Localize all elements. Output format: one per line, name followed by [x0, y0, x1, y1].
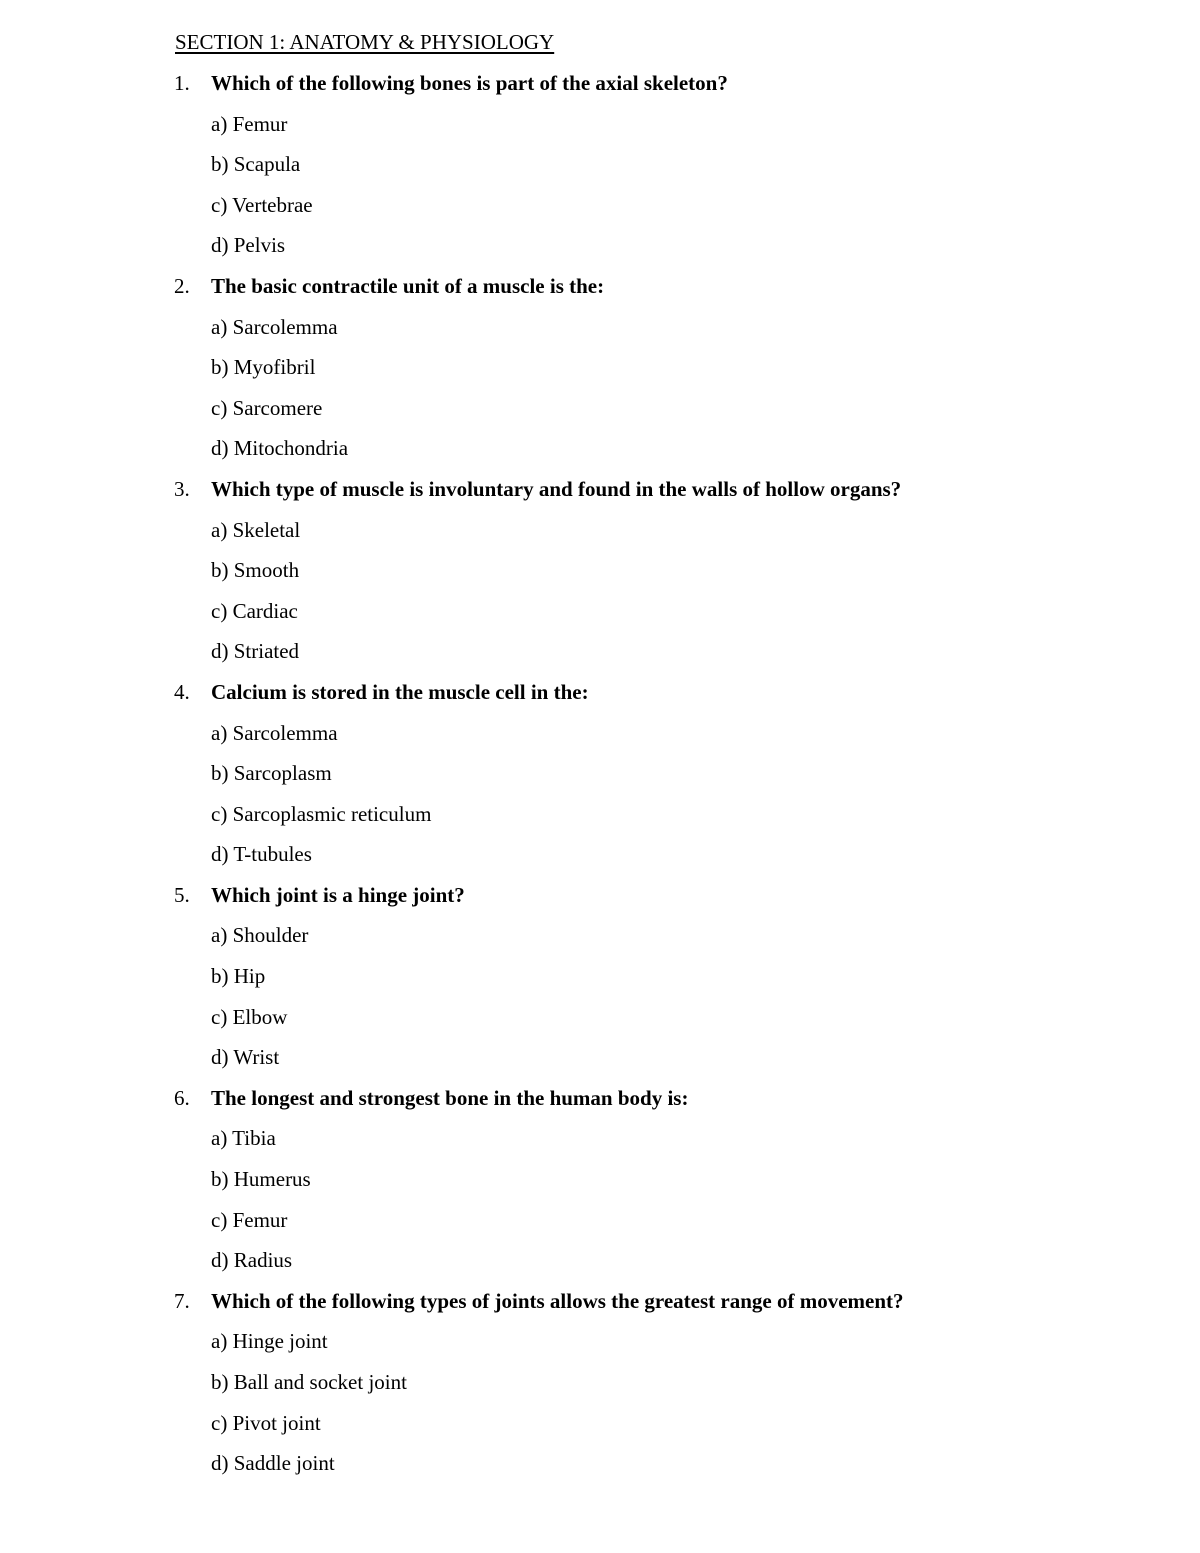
question-5: [0, 881, 1200, 1084]
question-7: [0, 1287, 1200, 1490]
answer-option: [0, 597, 1200, 638]
answer-option-text: d) Saddle joint: [211, 1451, 335, 1476]
answer-option: [0, 231, 1200, 272]
answer-option-text: c) Elbow: [211, 1004, 288, 1029]
answer-option: [0, 1124, 1200, 1165]
question-stem: [0, 1287, 1200, 1328]
section-title-text: SECTION 1: ANATOMY & PHYSIOLOGY: [175, 30, 555, 54]
question-stem: [0, 881, 1200, 922]
answer-option: [0, 516, 1200, 557]
answer-option: [0, 556, 1200, 597]
answer-option: [0, 1327, 1200, 1368]
question-4: [0, 678, 1200, 881]
answer-option: [0, 1246, 1200, 1287]
answer-option-text: a) Skeletal: [211, 517, 301, 542]
answer-option-text: b) Hip: [211, 964, 266, 989]
answer-option-text: b) Myofibril: [211, 355, 316, 380]
question-number: 2.: [174, 273, 190, 298]
answer-option-text: b) Sarcoplasm: [211, 761, 332, 786]
question-number: 5.: [174, 882, 190, 907]
answer-option-text: d) Pelvis: [211, 233, 286, 258]
answer-option-text: c) Femur: [211, 1207, 288, 1232]
answer-option: [0, 1449, 1200, 1490]
question-stem: [0, 475, 1200, 516]
question-2: [0, 272, 1200, 475]
answer-option: [0, 840, 1200, 881]
answer-option-text: a) Femur: [211, 111, 288, 136]
section-title: [142, 28, 554, 56]
answer-option-text: d) Radius: [211, 1248, 293, 1273]
answer-option-text: a) Shoulder: [211, 923, 309, 948]
answer-option: [0, 1165, 1200, 1206]
answer-option-text: d) Wrist: [211, 1045, 280, 1070]
answer-option-text: b) Scapula: [211, 152, 301, 177]
answer-option-text: c) Pivot joint: [211, 1410, 321, 1435]
question-text: The basic contractile unit of a muscle is the:: [211, 273, 605, 298]
question-number: 7.: [174, 1288, 190, 1313]
question-number: 6.: [174, 1085, 190, 1110]
question-text: Which joint is a hinge joint?: [211, 882, 465, 907]
question-3: [0, 475, 1200, 678]
answer-option: [0, 191, 1200, 232]
question-stem: [0, 1084, 1200, 1125]
question-stem: [0, 272, 1200, 313]
answer-option: [0, 1368, 1200, 1409]
answer-option: [0, 313, 1200, 354]
answer-option-text: c) Sarcomere: [211, 395, 323, 420]
answer-option: [0, 1043, 1200, 1084]
question-number: 3.: [174, 476, 190, 501]
question-text: Which type of muscle is involuntary and found in the walls of hollow organs?: [211, 476, 902, 501]
answer-option-text: d) T-tubules: [211, 842, 312, 867]
question-stem: [0, 69, 1200, 110]
answer-option: [0, 1409, 1200, 1450]
answer-option: [0, 110, 1200, 151]
question-stem: [0, 678, 1200, 719]
answer-option: [0, 759, 1200, 800]
question-text: The longest and strongest bone in the human body is:: [211, 1085, 689, 1110]
answer-option-text: a) Sarcolemma: [211, 314, 338, 339]
answer-option: [0, 1206, 1200, 1247]
question-text: Which of the following bones is part of the axial skeleton?: [211, 71, 728, 95]
answer-option-text: d) Mitochondria: [211, 436, 349, 461]
question-number: 1.: [174, 71, 190, 95]
answer-option: [0, 962, 1200, 1003]
answer-option-text: c) Sarcoplasmic reticulum: [211, 801, 432, 826]
answer-option: [0, 1003, 1200, 1044]
question-text: Which of the following types of joints allows the greatest range of movement?: [211, 1288, 904, 1313]
answer-option: [0, 394, 1200, 435]
question-list: [0, 69, 1200, 1490]
answer-option-text: c) Vertebrae: [211, 192, 313, 217]
answer-option-text: d) Striated: [211, 639, 300, 664]
question-1: [0, 69, 1200, 272]
answer-option-text: b) Smooth: [211, 558, 300, 583]
answer-option: [0, 800, 1200, 841]
question-6: [0, 1084, 1200, 1287]
answer-option: [0, 719, 1200, 760]
question-text: Calcium is stored in the muscle cell in the:: [211, 679, 589, 704]
answer-option-text: b) Ball and socket joint: [211, 1370, 407, 1394]
answer-option: [0, 353, 1200, 394]
answer-option-text: a) Tibia: [211, 1126, 276, 1151]
answer-option-text: b) Humerus: [211, 1167, 311, 1192]
answer-option: [0, 434, 1200, 475]
answer-option: [0, 150, 1200, 191]
answer-option-text: c) Cardiac: [211, 598, 298, 623]
answer-option-text: a) Hinge joint: [211, 1329, 328, 1354]
answer-option: [0, 637, 1200, 678]
answer-option: [0, 921, 1200, 962]
question-number: 4.: [174, 679, 190, 704]
answer-option-text: a) Sarcolemma: [211, 720, 338, 745]
